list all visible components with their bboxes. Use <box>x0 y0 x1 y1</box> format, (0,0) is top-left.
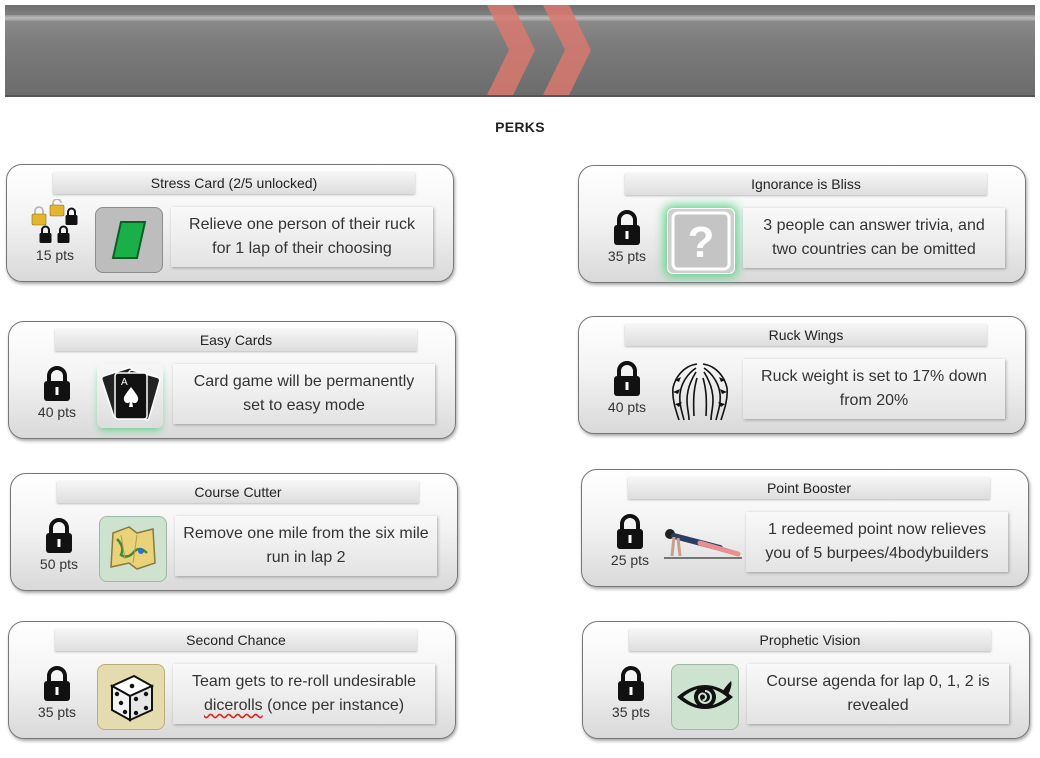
pushup-icon <box>660 512 744 576</box>
page-title: PERKS <box>495 119 545 135</box>
perk-points: 35 pts <box>607 248 647 264</box>
perk-points: 35 pts <box>37 704 77 720</box>
eye-icon <box>671 664 739 730</box>
perk-description: Remove one mile from the six mile run in lap 2 <box>175 516 437 576</box>
lock-icon <box>611 210 643 246</box>
header-banner <box>5 5 1035 97</box>
svg-text:?: ? <box>687 218 715 267</box>
playing-cards-icon <box>97 364 163 428</box>
perk-description: Card game will be permanently set to easy mode <box>173 364 435 424</box>
perk-description-text <box>181 670 427 718</box>
perk-title: Easy Cards <box>55 329 417 351</box>
perk-points: 15 pts <box>35 247 75 263</box>
perk-description <box>173 664 435 724</box>
map-icon <box>99 516 167 582</box>
perk-description: Ruck weight is set to 17% down from 20% <box>743 359 1005 419</box>
lock-icon <box>41 366 73 402</box>
perk-card-course-cutter[interactable] <box>10 473 458 591</box>
green-card-icon <box>95 207 163 273</box>
perk-card-stress-card[interactable] <box>6 164 454 282</box>
perk-card-prophetic-vision[interactable] <box>582 621 1030 739</box>
lock-icon <box>615 666 647 702</box>
perk-description-start: Team gets to re-roll undesirable <box>191 673 417 690</box>
perk-title: Course Cutter <box>57 481 419 503</box>
perk-title: Point Booster <box>628 477 990 499</box>
perk-points: 50 pts <box>39 556 79 572</box>
perk-card-easy-cards[interactable] <box>8 321 456 439</box>
perk-card-point-booster[interactable] <box>581 469 1029 587</box>
logo-chevrons-icon <box>465 5 605 95</box>
perk-description: Course agenda for lap 0, 1, 2 is revealed <box>747 664 1009 724</box>
spellcheck-word: dicerolls <box>203 697 263 714</box>
perk-points: 35 pts <box>611 704 651 720</box>
lock-icon <box>611 361 643 397</box>
perk-description: Relieve one person of their ruck for 1 lap of their choosing <box>171 207 433 267</box>
perk-title: Ruck Wings <box>625 324 987 346</box>
perk-card-ignorance-is-bliss[interactable] <box>578 165 1026 283</box>
dice-icon <box>97 664 165 730</box>
perk-description: 1 redeemed point now relieves you of 5 burpees/4bodybuilders <box>746 512 1008 572</box>
perk-card-second-chance[interactable] <box>8 621 456 739</box>
perk-description: 3 people can answer trivia, and two countries can be omitted <box>743 208 1005 268</box>
svg-text:A: A <box>121 377 128 388</box>
perk-points: 40 pts <box>37 404 77 420</box>
perk-title: Second Chance <box>55 629 417 651</box>
question-mark-icon <box>667 208 735 274</box>
lock-icon <box>614 514 646 550</box>
perk-points: 25 pts <box>610 552 650 568</box>
perk-card-ruck-wings[interactable] <box>578 316 1026 434</box>
lock-icon <box>41 666 73 702</box>
perk-points: 40 pts <box>607 399 647 415</box>
perk-description-end: (once per instance) <box>262 697 405 714</box>
wings-icon <box>667 359 733 423</box>
lock-icon <box>43 518 75 554</box>
perk-title: Stress Card (2/5 unlocked) <box>53 172 415 194</box>
perk-title: Prophetic Vision <box>629 629 991 651</box>
perk-title: Ignorance is Bliss <box>625 173 987 195</box>
locks-icon <box>27 199 81 249</box>
